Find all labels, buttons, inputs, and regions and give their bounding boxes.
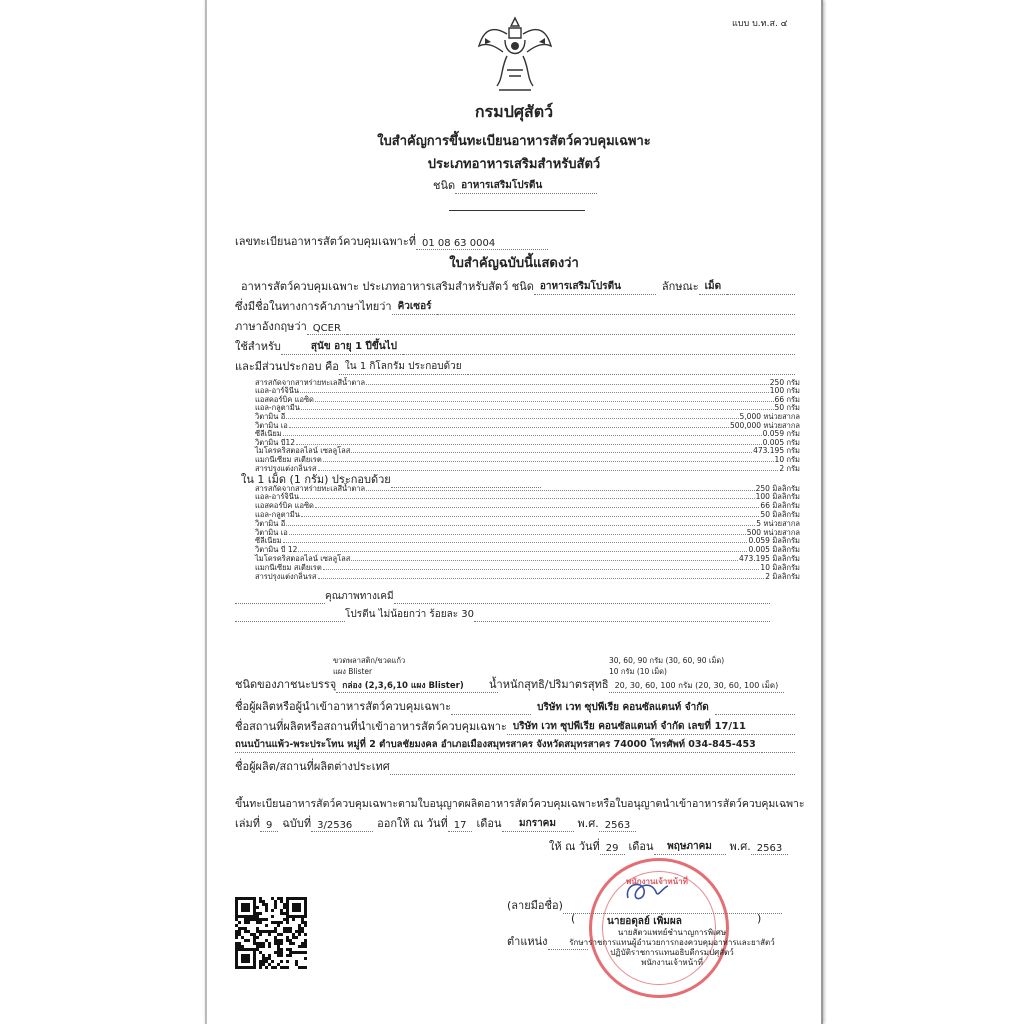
garuda-emblem-icon [477, 12, 553, 96]
site-row: ชื่อสถานที่ผลิตหรือสถานที่นำเข้าอาหารสัตว์ควบคุมเฉพาะ บริษัท เวท ซุปพีเรีย คอนซัลแตนท์ จำกัด เลขที่ 17/11 [235, 717, 795, 735]
given-date-row: ให้ ณ วันที่ 29 เดือน พฤษภาคม พ.ศ. 2563 [549, 837, 788, 855]
ingredient-amount: 0.059 มิลลิกรัม [748, 536, 800, 546]
heading: ใบสำคัญฉบับนี้แสดงว่า [449, 256, 579, 271]
ingredient-amount: 5,000 หน่วยสากล [739, 411, 800, 421]
ingredient-row [255, 412, 800, 421]
ingredient-row [255, 430, 800, 439]
package-row: ชนิดของภาชนะบรรจุ กล่อง (2,3,6,10 แผง Blister) [235, 675, 498, 693]
ingredient-name: วิตามิน เอ [255, 420, 288, 430]
ingredient-name: สารปรุงแต่งกลิ่นรส [255, 463, 317, 473]
package-list: ขวดพลาสติก/ขวดแก้ว แผง Blister [333, 656, 406, 676]
signer-name: นายอดุลย์ เพิ่มผล [607, 916, 682, 927]
official-stamp: พนักงานเจ้าหน้าที่ [589, 858, 729, 998]
ingredient-name: แมกนีเซียม สเตียเรต [255, 562, 322, 572]
ingredient-amount: 100 มิลลิกรัม [755, 492, 800, 502]
qr-code-icon [235, 897, 307, 969]
ingredient-row [255, 528, 800, 537]
form-code: แบบ บ.ท.ส. ๔ [732, 19, 788, 29]
english-name-row: ภาษาอังกฤษว่า QCER [235, 317, 795, 335]
ingredient-amount: 2 มิลลิกรัม [765, 571, 800, 581]
per-tablet-row: ใน 1 เม็ด (1 กรัม) ประกอบด้วย [241, 470, 541, 488]
product-row: อาหารสัตว์ควบคุมเฉพาะ ประเภทอาหารเสริมสำหรับสัตว์ ชนิด อาหารเสริมโปรตีน ลักษณะ เม็ด [235, 277, 795, 295]
ingredient-row [255, 493, 800, 502]
type-value: อาหารเสริมโปรตีน [455, 178, 597, 194]
reg-number: 01 08 63 0004 [416, 238, 548, 250]
ingredient-row [255, 510, 800, 519]
license-row: เล่มที่ 9 ฉบับที่ 3/2536 ออกให้ ณ วันที่ 17 เดือน มกราคม พ.ศ. 2563 [235, 814, 636, 832]
department-name: กรมปศุสัตว์ [474, 102, 554, 121]
ingredient-name: แอล-กลูตามีน [255, 403, 300, 413]
ingredient-name: ซีลีเนียม [255, 429, 282, 439]
ingredient-name: แมกนีเซียม สเตียเรต [255, 454, 322, 464]
ingredient-amount: 100 กรัม [769, 386, 800, 396]
ingredient-row [255, 572, 800, 581]
divider [449, 210, 585, 211]
ingredient-amount: 66 กรัม [774, 394, 800, 404]
thai-name-row: ซึ่งมีชื่อในทางการค้าภาษาไทยว่า คิวเซอร์ [235, 297, 795, 315]
ingredient-row [255, 554, 800, 563]
ingredient-row [255, 537, 800, 546]
ingredient-amount: 500 หน่วยสากล [746, 527, 800, 537]
signature-row: (ลายมือชื่อ) [507, 896, 782, 914]
ingredient-name: แอล-อาร์จินีน [255, 386, 300, 396]
ingredient-amount: 66 มิลลิกรัม [760, 501, 800, 511]
chemical-quality-row: คุณภาพทางเคมี [235, 589, 770, 604]
ingredient-row [255, 447, 800, 456]
ingredient-row [255, 378, 800, 387]
ingredient-amount: 250 มิลลิกรัม [755, 483, 800, 493]
ingredient-amount: 0.005 มิลลิกรัม [748, 545, 800, 555]
ingredient-amount: 250 กรัม [769, 377, 800, 387]
ingredient-row [255, 421, 800, 430]
ingredient-amount: 2 กรัม [779, 463, 800, 473]
maker-row: ชื่อผู้ผลิตหรือผู้นำเข้าอาหารสัตว์ควบคุมเฉพาะ บริษัท เวท ซุปพีเรีย คอนซัลแตนท์ จำกัด [235, 697, 795, 715]
ingredient-row [255, 455, 800, 464]
ingredient-row [255, 563, 800, 572]
title-line-2: ประเภทอาหารเสริมสำหรับสัตว์ [427, 157, 601, 172]
ingredient-amount: 10 มิลลิกรัม [760, 562, 800, 572]
statement: ขึ้นทะเบียนอาหารสัตว์ควบคุมเฉพาะตามใบอนุญาตผลิตอาหารสัตว์ควบคุมเฉพาะหรือใบอนุญาตนำเข้าอาหารสัตว์ควบคุมเฉพาะ [235, 798, 805, 810]
use-row: ใช้สำหรับ สุนัข อายุ 1 ปีขึ้นไป [235, 337, 795, 355]
ingredient-amount: 500,000 หน่วยสากล [729, 420, 800, 430]
ingredient-row [255, 404, 800, 413]
ingredient-name: แอล-อาร์จินีน [255, 492, 300, 502]
ingredient-name: วิตามิน เอ [255, 527, 288, 537]
ingredient-amount: 50 กรัม [774, 403, 800, 413]
ingredient-row [255, 519, 800, 528]
ingredient-name: ไมโครคริสตอลไลน์ เซลลูโลส [255, 446, 351, 456]
site-address-row: ถนนบ้านแพ้ว-พระประโทน หมู่ที่ 2 ตำบลชัยมงคล อำเภอเมืองสมุทรสาคร จังหวัดสมุทรสาคร 74000 โทรศัพท์ 034-845-453 [235, 737, 795, 753]
ingredient-name: วิตามิน อี [255, 518, 286, 528]
ingredient-row [255, 387, 800, 396]
ingredient-amount: 473.195 มิลลิกรัม [738, 553, 800, 563]
composition-row: และมีส่วนประกอบ คือ ใน 1 กิโลกรัม ประกอบด้วย [235, 357, 795, 375]
ingredient-name: แอสคอร์บิค แอซิด [255, 501, 314, 511]
ingredient-name: วิตามิน บี12 [255, 437, 296, 447]
ingredient-amount: 10 กรัม [774, 454, 800, 464]
ingredient-amount: 0.005 กรัม [762, 437, 800, 447]
ingredient-name: สารปรุงแต่งกลิ่นรส [255, 571, 317, 581]
ingredient-row [255, 395, 800, 404]
ingredient-name: วิตามิน บี 12 [255, 545, 298, 555]
ingredient-amount: 473.195 กรัม [753, 446, 800, 456]
ingredient-name: วิตามิน อี [255, 411, 286, 421]
ingredient-name: แอล-กลูตามีน [255, 509, 300, 519]
title-line-1: ใบสำคัญการขึ้นทะเบียนอาหารสัตว์ควบคุมเฉพาะ [377, 134, 651, 149]
weight-row: น้ำหนักสุทธิ/ปริมาตรสุทธิ 20, 30, 60, 100 กรัม (20, 30, 60, 100 เม็ด) [489, 675, 784, 693]
certificate-page: แบบ บ.ท.ส. ๔ กรมปศุสัตว์ ใบสำคัญการขึ้นทะเบียนอาหารสัตว์ควบคุมเฉพาะ ประเภทอาหารเสริมสำหรับสัตว์ ชนิด อาหารเสริมโปรตีน เลขทะเบียนอาหารสัตว์ควบคุมเฉพาะที่ 01 08 63 0004 ใบสำคัญฉบับนี้แสดงว่า อาหารสัตว์ควบคุมเฉพาะ ประเภทอาหารเสริมสำหรับสัตว์ ชนิด อาหารเสริมโปรตีน ลักษณะ เม็ด ซึ่งมีชื่อในทางการค้าภาษาไทยว่า คิวเซอร์ ภาษาอังกฤษว่า QCER ใช้สำหรับ สุนัข อายุ 1 ปีขึ้นไป และมีส่วนประกอบ คือ ใน 1 กิโลกรัม ประกอบด้วย สารสกัดจากสาหร่ายทะเลสีน้ำตาล 250 กรัม แอล-อาร์จินีน 100 กรัม แอสคอร์บิค แอซิด 66 กรัม แอล-กลูตามีน 50 กรัม วิตามิน อี 5,000 หน่วยสากล วิตามิน เอ 500,000 หน่วยสากล ซีลีเนียม 0.059 กรัม วิตามิน บี12 0.005 กรัม ไมโครคริสตอลไลน์ เซลลูโลส 473.195 กรัม แมกนีเซียม สเตียเรต 10 กรัม สารปรุงแต่งกลิ่นรส 2 กรัม ใน 1 เม็ด (1 กรัม) ประกอบด้วย สารสกัดจากสาหร่ายทะเลสีน้ำตาล 250 มิลลิกรัม แอล-อาร์จินีน 100 มิลลิกรัม แอสคอร์บิค แอซิด 66 มิลลิกรัม แอล-กลูตามีน 50 มิลลิกรัม วิตามิน อี 5 หน่วยสากล วิตามิน เอ 500 หน่วยสากล ซีลีเนียม 0.059 มิลลิกรัม วิตามิน บี 12 0.005 มิลลิกรัม ไมโครคริสตอลไลน์ เซลลูโลส 473.195 มิลลิกรัม แมกนีเซียม สเตียเรต 10 มิลลิกรัม สารปรุงแต่งกลิ่นรส 2 มิลลิกรัม คุณภาพทางเคมี โปรตีน ไม่น้อยกว่า ร้อยละ 30 ขวดพลาสติก/ขวดแก้ว แผง Blister ชนิดของภาชนะบรรจุ กล่อง (2,3,6,10 แผง Blister) 30, 60, 90 กรัม (30, 60, 90 เม็ด) 10 กรัม (10 เม็ด) น้ำหนักสุทธิ/ปริมาตรสุทธิ 20, 30, 60, 100 กรัม (20, 30, 60, 100 เม็ด) ชื่อผู้ผลิตหรือผู้นำเข้าอาหารสัตว์ควบคุมเฉพาะ บริษัท เวท ซุปพีเรีย คอนซัลแตนท์ จำกัด ชื่อสถานที่ผลิตหรือสถานที่นำเข้าอาหารสัตว์ควบคุมเฉพาะ บริษัท เวท ซุปพีเรีย คอนซัลแตนท์ จำกัด เลขที่ 17/11 ถนนบ้านแพ้ว-พระประโทน หมู่ที่ 2 ตำบลชัยมงคล อำเภอเมืองสมุทรสาคร จังหวัดสมุทรสาคร 74000 โทรศัพท์ 034-845-453 ชื่อผู้ผลิต/สถานที่ผลิตต่างประเทศ ขึ้นทะเบียนอาหารสัตว์ควบคุมเฉพาะตามใบอนุญาตผลิตอาหารสัตว์ควบคุมเฉพาะหรือใบอนุญาตนำเข้าอาหารสัตว์ควบคุมเฉพาะ เล่มที่ 9 ฉบับที่ 3/2536 ออกให้ ณ วันที่ 17 เดือน มกราคม พ.ศ. 2563 ให้ ณ วันที่ 29 เดือน พฤษภาคม พ.ศ. 2563 พนักงานเจ้าหน้าที่ (ลายมือชื่อ) ( ) นายอดุลย์ เพิ่มผล ตำแหน่ง นายสัตวแพทย์ชำนาญการพิเศษ รักษาราชการแทนผู้อำนวยการกองควบคุมอาหารและยาสัตว์ ปฏิบัติราชการแทนอธิบดีกรมปศุสัตว์ พนักงานเจ้าหน้าที่ [205, 0, 823, 1024]
reg-row: เลขทะเบียนอาหารสัตว์ควบคุมเฉพาะที่ 01 08 63 0004 [235, 232, 548, 250]
ingredient-name: ไมโครคริสตอลไลน์ เซลลูโลส [255, 553, 351, 563]
weight-list: 30, 60, 90 กรัม (30, 60, 90 เม็ด) 10 กรัม (10 เม็ด) [609, 656, 725, 676]
ingredient-name: แอสคอร์บิค แอซิด [255, 394, 314, 404]
ingredient-name: สารสกัดจากสาหร่ายทะเลสีน้ำตาล [255, 377, 366, 387]
ingredient-name: สารสกัดจากสาหร่ายทะเลสีน้ำตาล [255, 483, 366, 493]
position-lines: นายสัตวแพทย์ชำนาญการพิเศษ รักษาราชการแทนผู้อำนวยการกองควบคุมอาหารและยาสัตว์ ปฏิบัติราชการแทนอธิบดีกรมปศุสัตว์ พนักงานเจ้าหน้าที่ [569, 928, 775, 967]
ingredient-amount: 0.059 กรัม [762, 429, 800, 439]
chemical-value-row: โปรตีน ไม่น้อยกว่า ร้อยละ 30 [235, 607, 770, 622]
foreign-maker-row: ชื่อผู้ผลิต/สถานที่ผลิตต่างประเทศ [235, 757, 795, 775]
ingredient-row [255, 484, 800, 493]
ingredient-amount: 50 มิลลิกรัม [760, 509, 800, 519]
ingredient-name: ซีลีเนียม [255, 536, 282, 546]
ingredient-row [255, 546, 800, 555]
position-label: ตำแหน่ง [507, 932, 588, 950]
ingredient-amount: 5 หน่วยสากล [756, 518, 800, 528]
ingredient-row [255, 502, 800, 511]
type-row: ชนิด อาหารเสริมโปรตีน [433, 176, 597, 194]
